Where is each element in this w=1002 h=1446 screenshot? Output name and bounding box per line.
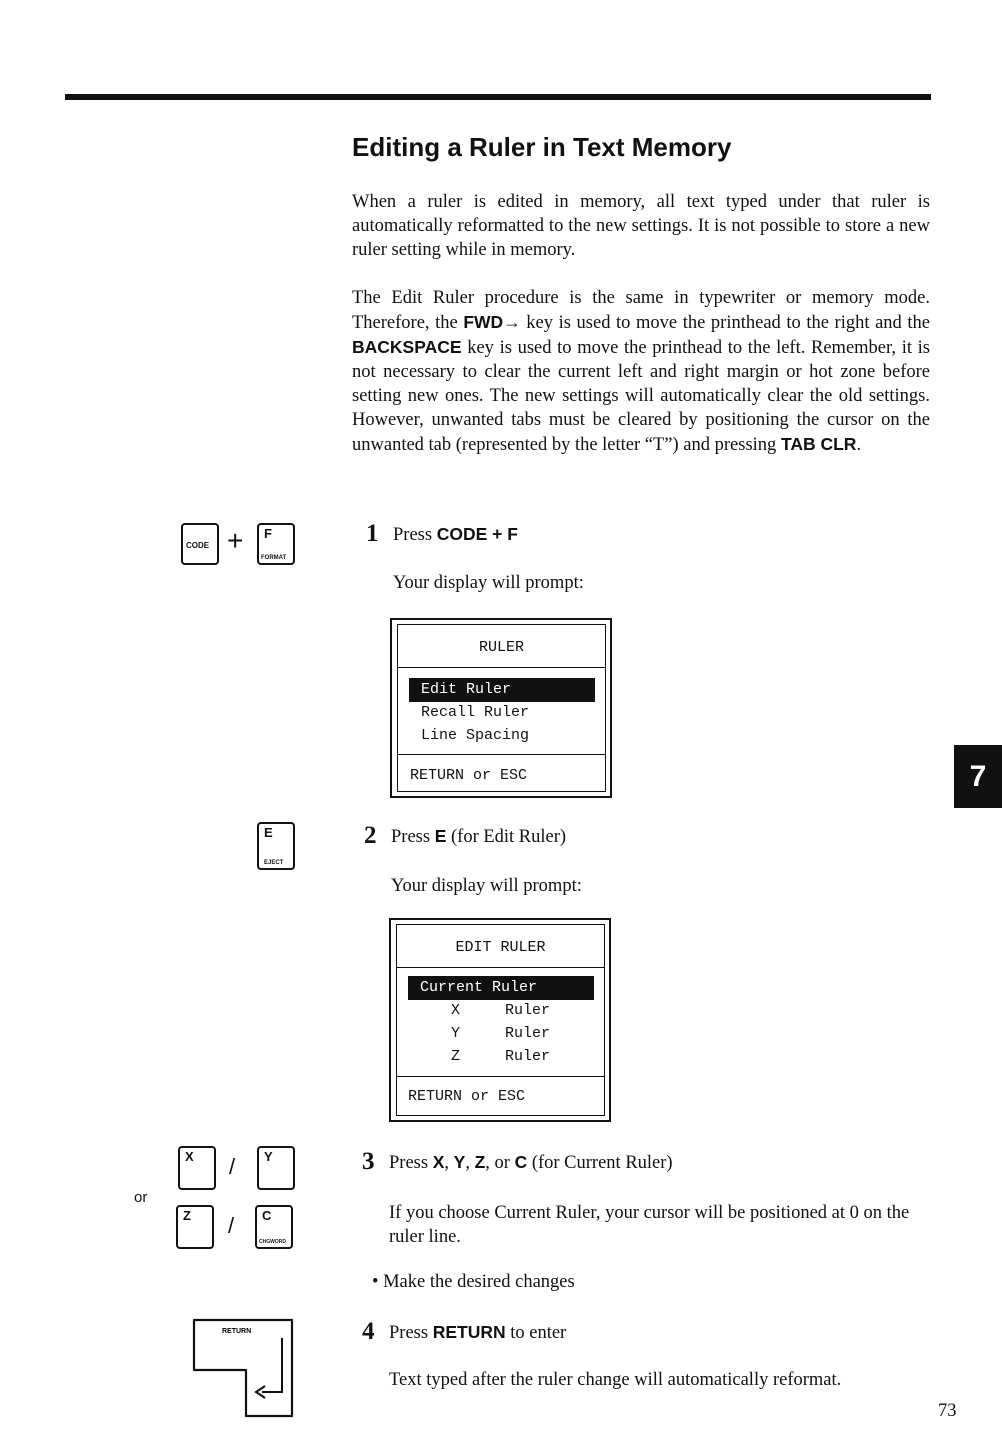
step-2-instruction bbox=[391, 826, 566, 848]
edit-ruler-divider-bottom bbox=[397, 1076, 604, 1077]
step-3-number: 3 bbox=[362, 1148, 375, 1175]
step-1-key: CODE + F bbox=[436, 524, 518, 544]
step-4 bbox=[362, 1318, 375, 1346]
step-3-pre: Press bbox=[389, 1153, 433, 1173]
ruler-display-divider-bottom bbox=[398, 754, 605, 755]
f-key-sublabel: FORMAT bbox=[261, 555, 287, 561]
step-1-pre: Press bbox=[393, 525, 437, 545]
f-key-label: F bbox=[264, 526, 272, 541]
return-key-icon bbox=[190, 1316, 296, 1420]
step-4-key: RETURN bbox=[432, 1322, 506, 1342]
code-key-icon bbox=[181, 523, 219, 565]
e-key-icon bbox=[257, 822, 295, 870]
step-1 bbox=[366, 520, 379, 548]
step-3-post: (for Current Ruler) bbox=[527, 1153, 673, 1173]
step-3-sep-2: , bbox=[465, 1153, 475, 1173]
z-key-icon bbox=[176, 1205, 214, 1249]
menu-item-y-letter[interactable]: Y bbox=[451, 1025, 461, 1042]
menu-item-edit-ruler[interactable]: Edit Ruler bbox=[409, 678, 595, 702]
step-4-pre: Press bbox=[389, 1323, 433, 1343]
step-1-instruction bbox=[393, 524, 518, 546]
ruler-display-frame bbox=[397, 624, 606, 792]
step-3-key-z: Z bbox=[474, 1152, 486, 1172]
fwd-key-name: FWD→ bbox=[463, 312, 521, 332]
step-3-key-x: X bbox=[432, 1152, 445, 1172]
e-key-sublabel: EJECT bbox=[264, 860, 284, 866]
step-1-subtext: Your display will prompt: bbox=[393, 573, 584, 593]
menu-item-line-spacing[interactable]: Line Spacing bbox=[421, 727, 530, 744]
step-4-instruction bbox=[389, 1322, 566, 1344]
y-key-icon bbox=[257, 1146, 295, 1190]
c-key-label: C bbox=[262, 1208, 272, 1223]
step-3-sep-3: , or bbox=[485, 1153, 515, 1173]
slash-1: / bbox=[229, 1154, 236, 1179]
step-4-number: 4 bbox=[362, 1318, 375, 1345]
menu-item-y-ruler[interactable]: Ruler bbox=[505, 1025, 551, 1042]
backspace-key-name: BACKSPACE bbox=[352, 337, 462, 357]
step-1-number: 1 bbox=[366, 520, 379, 547]
menu-item-x-ruler[interactable]: Ruler bbox=[505, 1002, 551, 1019]
page-number: 73 bbox=[938, 1401, 957, 1421]
ruler-display-divider-top bbox=[398, 667, 605, 668]
step-2-pre: Press bbox=[391, 827, 435, 847]
ruler-display-footer: RETURN or ESC bbox=[410, 767, 528, 784]
intro-paragraph: When a ruler is edited in memory, all text typed under that ruler is automatically reformatted to the new settings. It is not possible to store a new ruler setting while in memory. bbox=[352, 192, 930, 260]
step-3-instruction bbox=[389, 1152, 673, 1174]
ruler-display bbox=[390, 618, 612, 798]
step-3-sep-1: , bbox=[444, 1153, 454, 1173]
procedure-paragraph bbox=[352, 286, 930, 457]
f-key-icon bbox=[257, 523, 295, 565]
e-key-label: E bbox=[264, 825, 273, 840]
edit-ruler-display bbox=[389, 918, 611, 1122]
step-2-number: 2 bbox=[364, 822, 377, 849]
code-key-label: CODE bbox=[186, 541, 210, 550]
tab-clr-key-name: TAB CLR bbox=[780, 434, 857, 454]
edit-ruler-divider-top bbox=[397, 967, 604, 968]
step-2-key: E bbox=[434, 826, 447, 846]
return-key-label: RETURN bbox=[222, 1328, 252, 1335]
c-key-sublabel: CHGWORD bbox=[259, 1239, 286, 1245]
step-3-subtext: If you choose Current Ruler, your cursor will be positioned at 0 on the ruler line. bbox=[389, 1203, 910, 1247]
plus-sign: + bbox=[227, 525, 244, 556]
y-key-label: Y bbox=[264, 1149, 273, 1164]
menu-item-current-ruler[interactable]: Current Ruler bbox=[408, 976, 594, 1000]
edit-ruler-display-frame bbox=[396, 924, 605, 1116]
c-key-icon bbox=[255, 1205, 293, 1249]
procedure-text-3: key is used to move the printhead to the left. Remember, it is not necessary to clear the current left and right margin or hot zone before setting new ones. The new settings will automatically clear the old settings. However, unwanted tabs must be cleared by positioning the cursor on the unwanted tab (represented by the letter “T”) and pressing bbox=[352, 338, 930, 455]
bullet-dot-icon: • bbox=[372, 1272, 379, 1292]
x-key-icon bbox=[178, 1146, 216, 1190]
step-3 bbox=[362, 1148, 375, 1176]
procedure-text-1: The Edit Ruler procedure is the same in typewriter or memory mode. Therefore, the bbox=[352, 288, 930, 333]
or-label: or bbox=[134, 1189, 148, 1206]
step-4-subtext: Text typed after the ruler change will automatically reformat. bbox=[389, 1370, 842, 1390]
bullet-item bbox=[372, 1272, 575, 1293]
step-3-key-c: C bbox=[514, 1152, 528, 1172]
edit-ruler-display-header: EDIT RULER bbox=[455, 939, 546, 956]
page-title: Editing a Ruler in Text Memory bbox=[352, 132, 732, 162]
bullet-text: Make the desired changes bbox=[383, 1272, 575, 1292]
procedure-text-2: key is used to move the printhead to the right and the bbox=[520, 313, 930, 333]
step-3-key-y: Y bbox=[453, 1152, 466, 1172]
ruler-display-header: RULER bbox=[478, 639, 524, 656]
menu-item-z-letter[interactable]: Z bbox=[451, 1048, 461, 1065]
x-key-label: X bbox=[185, 1149, 194, 1164]
procedure-text-4: . bbox=[856, 435, 862, 455]
chapter-tab: 7 bbox=[954, 745, 1002, 808]
menu-item-z-ruler[interactable]: Ruler bbox=[505, 1048, 551, 1065]
step-2 bbox=[364, 822, 377, 850]
step-2-post: (for Edit Ruler) bbox=[446, 827, 567, 847]
step-2-subtext: Your display will prompt: bbox=[391, 876, 582, 896]
z-key-label: Z bbox=[183, 1208, 191, 1223]
menu-item-recall-ruler[interactable]: Recall Ruler bbox=[421, 704, 530, 721]
edit-ruler-display-footer: RETURN or ESC bbox=[408, 1088, 526, 1105]
slash-2: / bbox=[228, 1213, 235, 1238]
top-rule bbox=[65, 94, 931, 100]
menu-item-x-letter[interactable]: X bbox=[451, 1002, 461, 1019]
step-4-post: to enter bbox=[505, 1323, 567, 1343]
